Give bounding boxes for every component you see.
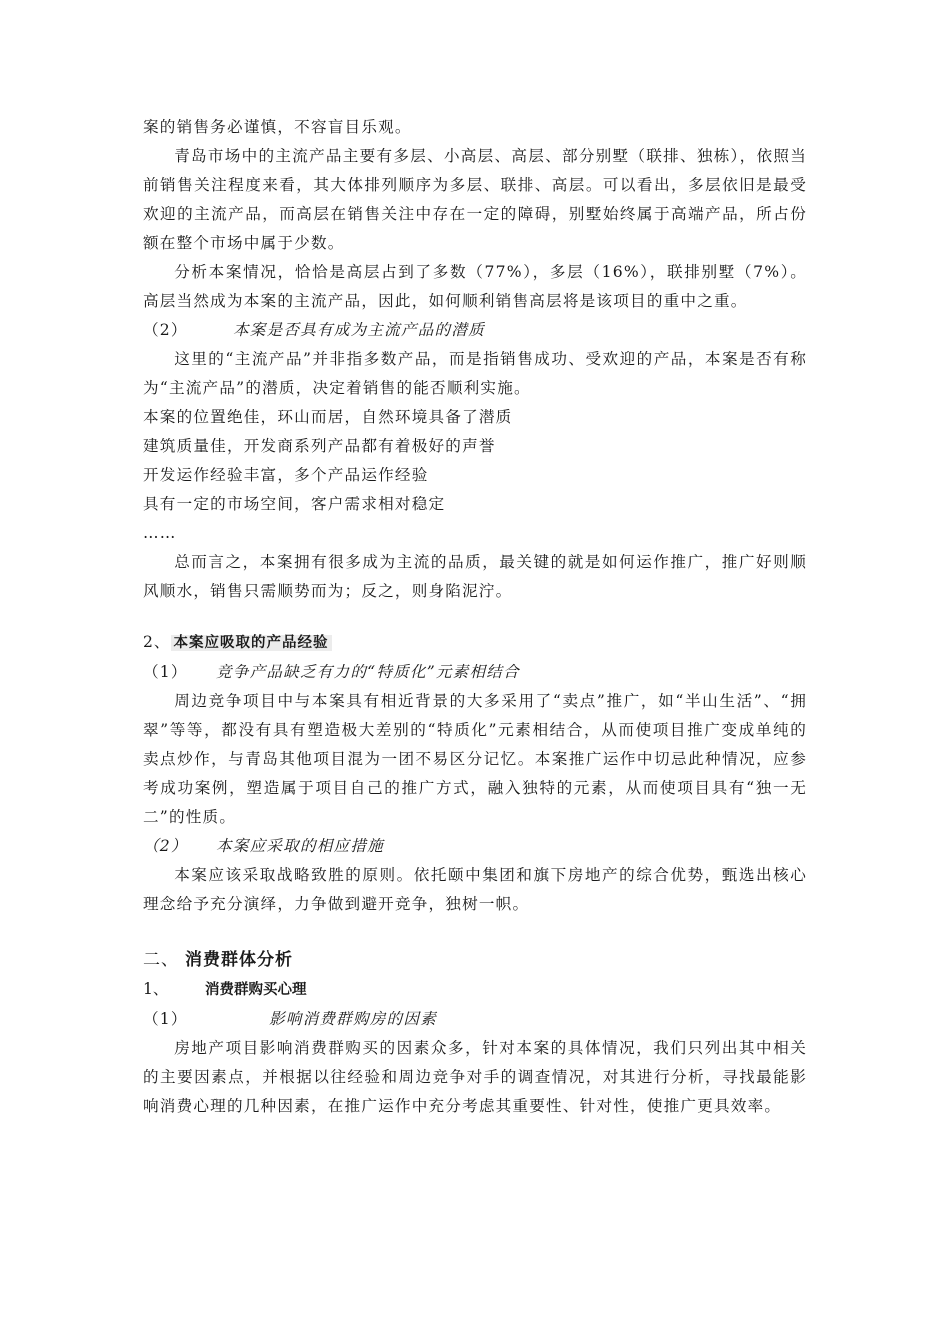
subchapter-number: 1、 [143, 980, 169, 998]
subsection-number: （1） [143, 1010, 188, 1028]
subsection-number: （2） [143, 837, 188, 855]
spacer [143, 919, 807, 945]
paragraph: 总而言之，本案拥有很多成为主流的品质，最关键的就是如何运作推广，推广好则顺风顺水，销售只需顺势而为；反之，则身陷泥泞。 [143, 553, 807, 600]
subsection-heading [143, 832, 807, 861]
list-item: 本案的位置绝佳，环山而居，自然环境具备了潜质 [143, 408, 513, 426]
paragraph: 青岛市场中的主流产品主要有多层、小高层、高层、部分别墅（联排、独栋），依照当前销售关注程度来看，其大体排列顺序为多层、联排、高层。可以看出，多层依旧是最受欢迎的主流产品，而高层在销售关注中存在一定的障碍，别墅始终属于高端产品，所占份额在整个市场中属于少数。 [143, 147, 807, 252]
section-number: 2、 [143, 633, 171, 651]
paragraph: 房地产项目影响消费群购买的因素众多，针对本案的具体情况，我们只列出其中相关的主要因素点，并根据以往经验和周边竞争对手的调查情况，对其进行分析，寻找最能影响消费心理的几种因素，在推广运作中充分考虑其重要性、针对性，使推广更具效率。 [143, 1039, 807, 1115]
list-item: …… [143, 524, 177, 542]
chapter-number: 二、 [143, 950, 179, 970]
list-item: 建筑质量佳，开发商系列产品都有着极好的声誉 [143, 437, 496, 455]
paragraph: 分析本案情况，恰恰是高层占到了多数（77%），多层（16%），联排别墅（7%）。高层当然成为本案的主流产品，因此，如何顺利销售高层将是该项目的重中之重。 [143, 263, 807, 310]
subsection-title: 本案应采取的相应措施 [216, 837, 384, 855]
subsection-number: （1） [143, 663, 188, 681]
subsection-heading [143, 658, 807, 687]
paragraph: 本案应该采取战略致胜的原则。依托颐中集团和旗下房地产的综合优势，甄选出核心理念给予充分演绎，力争做到避开竞争，独树一帜。 [143, 866, 807, 913]
paragraph: 这里的“主流产品”并非指多数产品，而是指销售成功、受欢迎的产品，本案是否有称为“主流产品”的潜质，决定着销售的能否顺利实施。 [143, 350, 807, 397]
chapter-title: 消费群体分析 [185, 950, 293, 970]
subchapter-heading [143, 975, 807, 1005]
subsection-heading [143, 1005, 807, 1034]
list-item: 具有一定的市场空间，客户需求相对稳定 [143, 495, 446, 513]
subsection-heading [143, 316, 807, 345]
list-item: 开发运作经验丰富，多个产品运作经验 [143, 466, 429, 484]
paragraph: 案的销售务必谨慎，不容盲目乐观。 [143, 118, 412, 136]
subsection-number: （2） [143, 321, 188, 339]
paragraph: 周边竞争项目中与本案具有相近背景的大多采用了“卖点”推广，如“半山生活”、“拥翠”等等，都没有具有塑造极大差别的“特质化”元素相结合，从而使项目推广变成单纯的卖点炒作，与青岛其他项目混为一团不易区分记忆。本案推广运作中切忌此种情况，应参考成功案例，塑造属于项目自己的推广方式，融入独特的元素，从而使项目具有“独一无二”的性质。 [143, 692, 807, 826]
subsection-title: 影响消费群购房的因素 [269, 1010, 437, 1028]
chapter-heading [143, 945, 807, 975]
document-page [143, 113, 807, 1121]
section-title: 本案应吸取的产品经验 [171, 635, 332, 651]
section-heading [143, 628, 807, 658]
spacer [143, 606, 807, 628]
subchapter-title: 消费群购买心理 [205, 982, 307, 998]
subsection-title: 竞争产品缺乏有力的“特质化”元素相结合 [216, 663, 520, 681]
subsection-title: 本案是否具有成为主流产品的潜质 [233, 321, 485, 339]
